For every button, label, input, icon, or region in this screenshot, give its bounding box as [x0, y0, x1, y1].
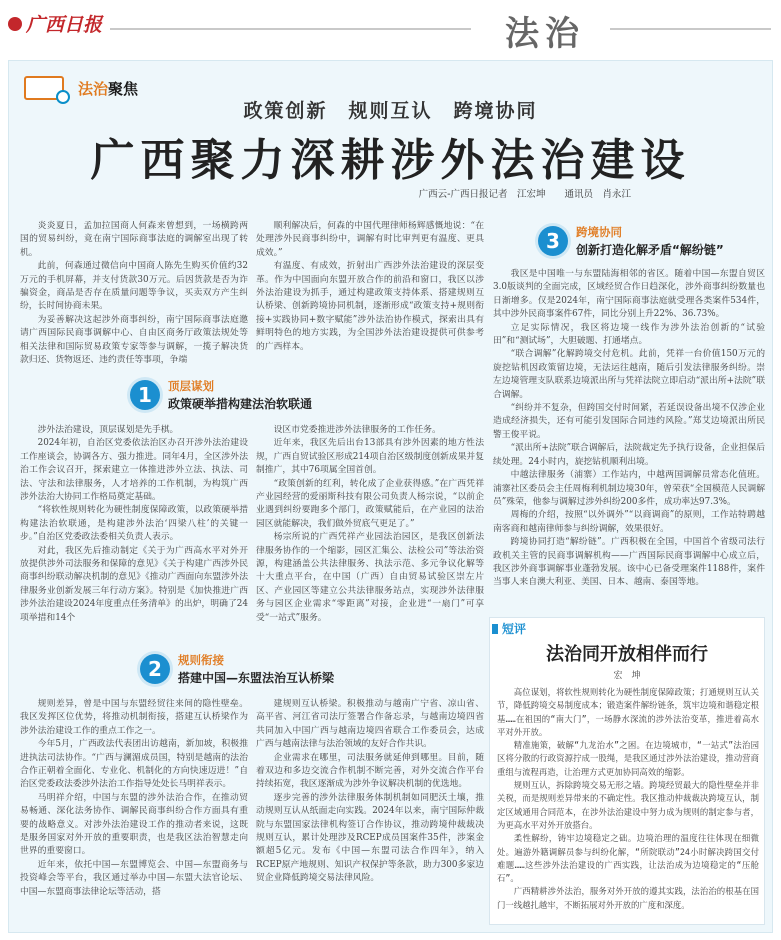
paragraph: 周梅的介绍，按照“以外调外”“以商调商”的原则，工作站特聘越南客商和越南律师参与纠纷调解，效果很好。 [493, 510, 765, 534]
article-headline: 广西聚力深耕涉外法治建设 [90, 135, 691, 186]
paragraph: 近年来，我区先后出台13部具有涉外因素的地方性法规，广西自贸试验区形成214项自治区级制度创新成果并复制推广，其中76项属全国首创。 [256, 438, 484, 476]
paragraph: 规则互认，拆除跨境交易无形之墙。跨境经贸最大的隐性壁垒并非关税，而是规则差异带来的不确定性。我区推动仲裁裁决跨境互认，制定区域通用合同范本，在涉外法治建设中努力成为规则的制定参与者，为更高水平对外开放搭台。 [497, 780, 759, 830]
paragraph: 中越法律服务（浦寨）工作站内，中越两国调解员常态化值班。浦寨社区委员会主任周梅利机制边境30年，曾荣获“全国模范人民调解员”殊荣，他参与调解过涉外纠纷200多件，成功率达97.3%。 [493, 470, 765, 507]
paragraph: 此前，何森通过微信向中国商人陈先生购买价值约32万元的手机屏幕，并支付货款30万元。后因货款是否为诈骗资金，商品是否存在质量问题等争议，买卖双方产生纠纷，长时间协商未果。 [20, 261, 248, 312]
section-2-column-2 [256, 698, 484, 886]
section-number-badge: 3 [538, 226, 568, 256]
section-3-title: 创新打造化解矛盾“解纷链” [576, 243, 724, 257]
paragraph: 今年5月，广西政法代表团出访越南，新加坡，积极推进执法司法协作。“广西与澜湄成员国，特别是越南的法治合作正朝着全面化、专业化、机制化的方向快速迈进！”自治区党委政法委涉外法治工作指导处处长马明祥表示。 [20, 739, 248, 790]
commentary-title: 法治同开放相伴而行 [546, 644, 708, 665]
paragraph: 为妥善解决这起涉外商事纠纷，南宁国际商事法庭邀请广西国际民商事调解中心、自由区商务厅政策法规处等相关法律和国际贸易政策专家等参与调解，一揽子解决货款归还、货物返还、违约责任等事项，争端 [20, 314, 248, 366]
paragraph: 设区市党委推进涉外法律服务的工作任务。 [273, 425, 441, 435]
paragraph: 杨宗所说的广西凭祥产业园法治园区，是我区创新法律服务协作的一个缩影，园区汇集公、法检公司”等法治资源，构建涵盖公共法律服务、执法示范、多元争议化解等十大重点平台，在中国（广西）自由贸易试验区崇左片区、产业园区等建立公共法律服务站点，实现涉外法律服务与园区企业需求“零距离”对接，企业进“一扇门”可享受“一站式”服务。 [256, 532, 484, 623]
paragraph: “联合调解”化解跨境交付危机。此前，凭祥一台价值150万元的旋挖钻机因政策留边境，无法运往越南，随后引发法律服务纠纷。崇左边境管理支队联系边境派出所与凭祥法院立即启动“派出所+法院”联合调解。 [493, 349, 765, 400]
section-2-title: 搭建中国—东盟法治互认桥梁 [178, 671, 335, 685]
paragraph: 规则差异，曾是中国与东盟经贸往来间的隐性壁垒。我区发挥区位优势，将推动机制衔接，搭建互认桥梁作为涉外法治建设工作的重点工作之一。 [20, 699, 248, 736]
section-2-tag: 规则衔接 [178, 653, 224, 667]
paragraph: 高位谋划，将软性规则转化为硬性制度保障政策；打通规则互认关节，降低跨境交易制度成本；锻造案件解纷链条，筑牢边境和谐稳定根基……在祖国的“南大门”，一场静水深流的涉外法治变革，推进着高水平对外开放。 [497, 687, 759, 737]
paragraph: 马明祥介绍，中国与东盟的涉外法治合作，在推动贸易畅通、深化法务协作、调解民商事纠纷合作方面具有重要的战略意义。对涉外法治建设工作的推动者来说，这既是服务国家对外开放的重要职责，也是我区法治智慧走向世界的重要窗口。 [20, 792, 248, 857]
paragraph: 炎炎夏日，孟加拉国商人何森来曾想到，一场横跨两国的贸易纠纷，竟在南宁国际商事法庭的调解室出现了转机。 [20, 221, 248, 258]
intro-column-2 [256, 220, 484, 354]
paragraph: “派出所+法院”联合调解后，法院裁定先予执行设备，企业担保后续处理。24小时内，旋挖钻机顺利出境。 [493, 443, 765, 467]
paragraph: 涉外法治建设，顶层谋划是先手棋。 [37, 425, 179, 435]
section-3-tag: 跨境协同 [576, 225, 622, 239]
paragraph: 有温度、有成效，折射出广西涉外法治建设的深层变革。作为中国面向东盟开放合作的前沿和窗口，我区以涉外法治建设为抓手，通过构建政策支持体系、搭建规则互认桥梁、创新跨境协同机制，逐渐形成“政策支持+规则衔接+实践协同+数字赋能”涉外法治协作模式，探索出具有鲜明特色的地方实践，为全国涉外法治建设提供可供参考的广西样本。 [256, 261, 484, 352]
section-title: 法治 [505, 14, 585, 54]
paragraph: 柔性解纷，铸牢边境稳定之础。边境治理的温度往往体现在细微处。遍游外籍调解员参与纠纷化解，“所院联动”24小时解决跨国交付难题……这些涉外法治建设的广西实践，让法治成为边境稳定的“压舱石”。 [497, 833, 759, 884]
section-number-badge: 1 [130, 380, 160, 410]
paragraph: “将软性规则转化为硬性制度保障政策，以政策硬举措构建法治软联通，是构建涉外法治‘四梁八柱’的关键一步。”自治区党委政法委相关负责人表示。 [20, 505, 248, 543]
paragraph: 建规则互认桥梁。积极推动与越南广宁省、凉山省、高平省、河江省司法厅签署合作备忘录，与越南边境四省共同加入中国广西与越南边境四省联合工作委员会，达成广西与越南法律与法治领域的友好合作共识。 [256, 699, 484, 750]
paragraph: 精准施策，破解“九龙治水”之困。在边境城市，“一站式”法治园区将分散的行政资源拧成一股绳，是我区通过涉外法治建设，推动营商重组与流程再造，让治理方式更加协同高效的缩影。 [497, 740, 759, 777]
column-tag-label: 法治聚焦 [78, 79, 139, 98]
masthead-rule-right [610, 28, 771, 30]
section-number-badge: 2 [140, 654, 170, 684]
paragraph: 逐步完善的涉外法律服务体制机制如同肥沃土壤，推动规则互认从纸面走向实践。2024年以来，南宁国际仲裁院与东盟国家法律机构签订合作协议，推动跨境仲裁裁决规则互认，累计处理涉及RCEP成员国案件35件，涉案金额超5亿元。发布《中国—东盟司法合作四年》，纳入RCEP原产地规则、知识产权保护等条款，助力300多家边贸企业降低跨境交易法律风险。 [256, 792, 484, 884]
paragraph: 对此，我区先后推动制定《关于为广西高水平对外开放提供涉外司法服务和保障的意见》《关于构建广西涉外民商事纠纷联动解决机制的意见》《推动广西面向东盟涉外法律服务业创新发展三年行动方案》。特别是《加快推进广西涉外法治建设2024年度重点任务清单》的出炉，明确了24项举措和14个 [20, 545, 248, 623]
section-1-title: 政策硬举措构建法治软联通 [168, 397, 313, 411]
paragraph: 2024年初，自治区党委依法治区办召开涉外法治建设工作座谈会，协调各方、强力推进。同年4月，全区涉外法治工作会议召开，探索建立一体推进涉外立法、执法、司法、守法和法律服务，人才培养的工作机制，为构筑广西涉外法治大协同工作格局奠定基础。 [20, 438, 248, 503]
section-1-column-1 [20, 424, 248, 625]
section-1-tag: 顶层谋划 [168, 379, 214, 393]
intro-column-1 [20, 220, 248, 367]
paragraph: “纠纷并不复杂，但跨国交付时间紧，若延误设备出境不仅涉企业造成经济损失，还有可能引发国际合同违约风险。”郑艾边境派出所民警王俊平说。 [493, 403, 765, 440]
section-1-column-2 [256, 424, 484, 625]
section-3-heading [538, 224, 724, 258]
commentary-tag: 短评 [492, 620, 526, 637]
masthead-rule-left [110, 28, 471, 30]
paragraph: 立足实际情况，我区将边境一线作为涉外法治创新的“试验田”和“测试场”，大胆破题、打通堵点。 [493, 322, 765, 347]
article-kicker: 政策创新 规则互认 跨境协同 [243, 100, 538, 122]
paragraph: 广西精耕涉外法治，服务对外开放的遵其实践，法治治的根基在国门一线越扎越牢，不断拓展对外开放的广度和深度。 [497, 886, 759, 910]
newspaper-logo [8, 10, 102, 37]
section-1-heading [130, 378, 312, 412]
section-2-heading [140, 652, 334, 686]
paragraph: 近年来，依托中国—东盟博览会、中国—东盟商务与投资峰会等平台，我区通过举办中国—东盟大法官论坛、中国—东盟商事法律论坛等活动，搭 [20, 859, 248, 897]
commentary-body [497, 686, 759, 912]
paragraph: 企业需求在哪里，司法服务就延伸到哪里。目前，随着双边和多边交流合作机制不断完善，对外交流合作平台持续拓宽，我区逐渐成为涉外争议解决机制的优选地。 [256, 752, 484, 790]
section-3-column [493, 268, 765, 590]
logo-text: 广西日报 [26, 14, 103, 36]
logo-icon [8, 17, 22, 31]
section-2-column-1 [20, 698, 248, 899]
paragraph: 我区是中国唯一与东盟陆海相邻的省区。随着中国—东盟自贸区3.0版谈判的全面完成，区域经贸合作日趋深化，涉外商事纠纷数量也日渐增多。仅是2024年，南宁国际商事法庭就受理各类案件534件，其中涉外民商事案件67件，同比分别上升22%、36.73%。 [493, 269, 765, 320]
masthead [0, 0, 781, 58]
paragraph: 跨境协同打造“解纷链”。广西积极在全国，中国首个省级司法行政机关主管的民商事调解机构——广西国际民商事调解中心成立后，我区涉外商事调解事业蓬勃发展。该中心已备受理案件1188件，案件当事人来自澳大利亚、美国、日本、越南、泰国等地。 [493, 537, 765, 588]
paragraph: 顺利解决后，何森的中国代理律师杨辉感慨地说：“在处理涉外民商事纠纷中，调解有时比审判更有温度、更具成效。” [256, 221, 484, 258]
paragraph: “政策创新的红利，转化成了企业获得感。”在广西凭祥产业园经营的爱丽斯科技有限公司负责人杨宗说，“以前企业遇到纠纷要跑多个部门，政策赋能后，在产业园的法治园区就能解决，我们做外贸底气更足了。” [256, 478, 484, 529]
article-byline: 广西云-广西日报记者 江宏坤 通讯员 肖永江 [418, 189, 631, 200]
commentary-author: 宏 坤 [613, 671, 641, 681]
